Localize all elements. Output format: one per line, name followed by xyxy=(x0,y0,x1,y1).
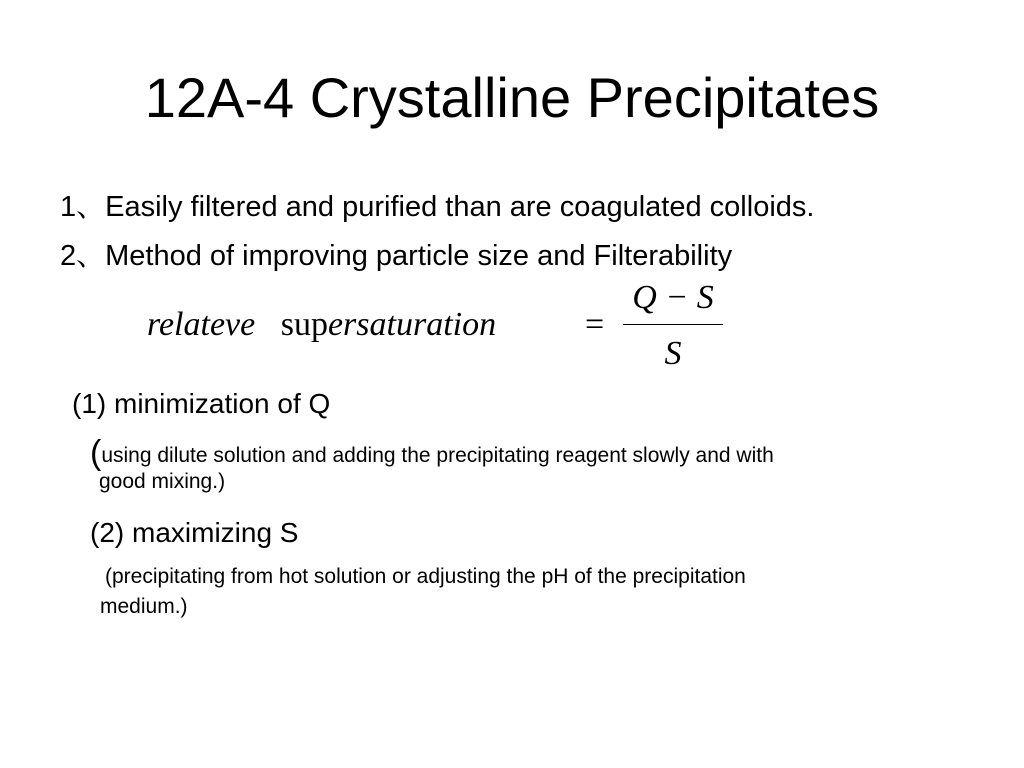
formula-numerator: Q − S xyxy=(632,279,714,316)
bullet-1: 1、Easily filtered and purified than are coagulated colloids. xyxy=(60,191,815,223)
formula-fraction-bar xyxy=(623,324,723,325)
sub-point-1: (1) minimization of Q xyxy=(72,388,331,419)
sub-point-2-note xyxy=(100,562,920,622)
sub-point-1-note xyxy=(90,436,940,493)
formula-lhs xyxy=(147,303,496,347)
sub-point-1-note-line-2: good mixing.) xyxy=(99,470,226,493)
slide-title: 12A-4 Crystalline Precipitates xyxy=(144,66,880,129)
sub-point-1-note-open-paren: ( xyxy=(90,434,102,472)
bullet-2: 2、Method of improving particle size and Filterability xyxy=(60,240,733,272)
formula-word-relateve: relateve xyxy=(147,306,256,343)
sub-point-1-note-line-1: using dilute solution and adding the precipitating reagent slowly and with xyxy=(101,444,774,467)
supersaturation-formula xyxy=(147,278,747,378)
sub-point-2-note-line-2: medium.) xyxy=(100,595,188,618)
formula-denominator: S xyxy=(664,335,682,372)
formula-word-sup: sup xyxy=(280,306,328,343)
sub-point-2-note-line-1: (precipitating from hot solution or adjusting the pH of the precipitation xyxy=(105,565,746,588)
formula-word-ersaturation: ersaturation xyxy=(327,306,497,343)
sub-point-2: (2) maximizing S xyxy=(90,517,299,548)
formula-equals: = xyxy=(585,306,605,343)
